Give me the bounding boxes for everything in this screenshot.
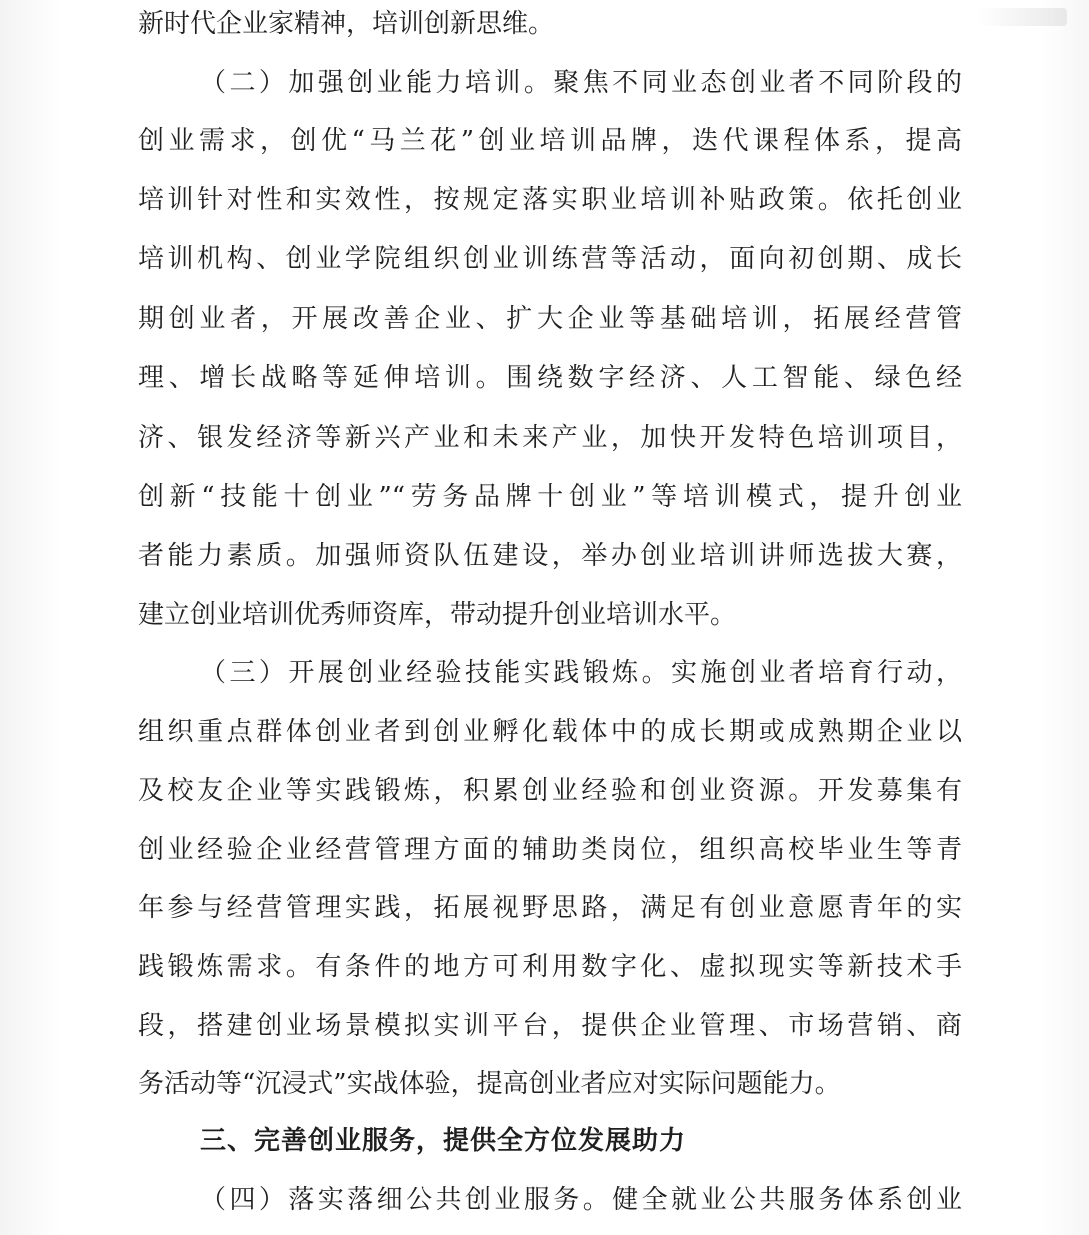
paragraph-line: 建立创业培训优秀师资库，带动提升创业培训水平。	[138, 600, 737, 630]
paragraph-line: 创业需求，创优“马兰花”创业培训品牌，迭代课程体系，提高	[138, 126, 962, 156]
paragraph-line: 组织重点群体创业者到创业孵化载体中的成长期或成熟期企业以	[138, 717, 962, 747]
paragraph-line: 培训针对性和实效性，按规定落实职业培训补贴政策。依托创业	[138, 185, 962, 215]
paragraph-line: 段，搭建创业场景模拟实训平台，提供企业管理、市场营销、商	[138, 1011, 962, 1041]
paragraph-line: 创新“技能十创业”“劳务品牌十创业”等培训模式，提升创业	[138, 482, 962, 512]
paragraph-line: （二）加强创业能力培训。聚焦不同业态创业者不同阶段的	[200, 68, 962, 98]
paragraph-line: 者能力素质。加强师资队伍建设，举办创业培训讲师选拔大赛，	[138, 541, 962, 571]
paragraph-line: 期创业者，开展改善企业、扩大企业等基础培训，拓展经营管	[138, 304, 962, 334]
scan-corner-mark	[977, 8, 1067, 26]
paragraph-line: （三）开展创业经验技能实践锻炼。实施创业者培育行动，	[200, 658, 962, 688]
paragraph-line: 务活动等“沉浸式”实战体验，提高创业者应对实际问题能力。	[138, 1069, 841, 1099]
paragraph-line: 及校友企业等实践锻炼，积累创业经验和创业资源。开发募集有	[138, 776, 962, 806]
paragraph-line: 新时代企业家精神，培训创新思维。	[138, 9, 555, 39]
paragraph-line: 理、增长战略等延伸培训。围绕数字经济、人工智能、绿色经	[138, 363, 962, 393]
paragraph-line: 济、银发经济等新兴产业和未来产业，加快开发特色培训项目，	[138, 423, 962, 453]
paragraph-line: 培训机构、创业学院组织创业训练营等活动，面向初创期、成长	[138, 244, 962, 274]
paragraph-line: 践锻炼需求。有条件的地方可利用数字化、虚拟现实等新技术手	[138, 952, 962, 982]
section-heading: 三、完善创业服务，提供全方位发展助力	[200, 1126, 687, 1156]
paragraph-line: 创业经验企业经营管理方面的辅助类岗位，组织高校毕业生等青	[138, 835, 962, 865]
paragraph-line: 年参与经营管理实践，拓展视野思路，满足有创业意愿青年的实	[138, 893, 962, 923]
paragraph-line: （四）落实落细公共创业服务。健全就业公共服务体系创业	[200, 1185, 962, 1215]
